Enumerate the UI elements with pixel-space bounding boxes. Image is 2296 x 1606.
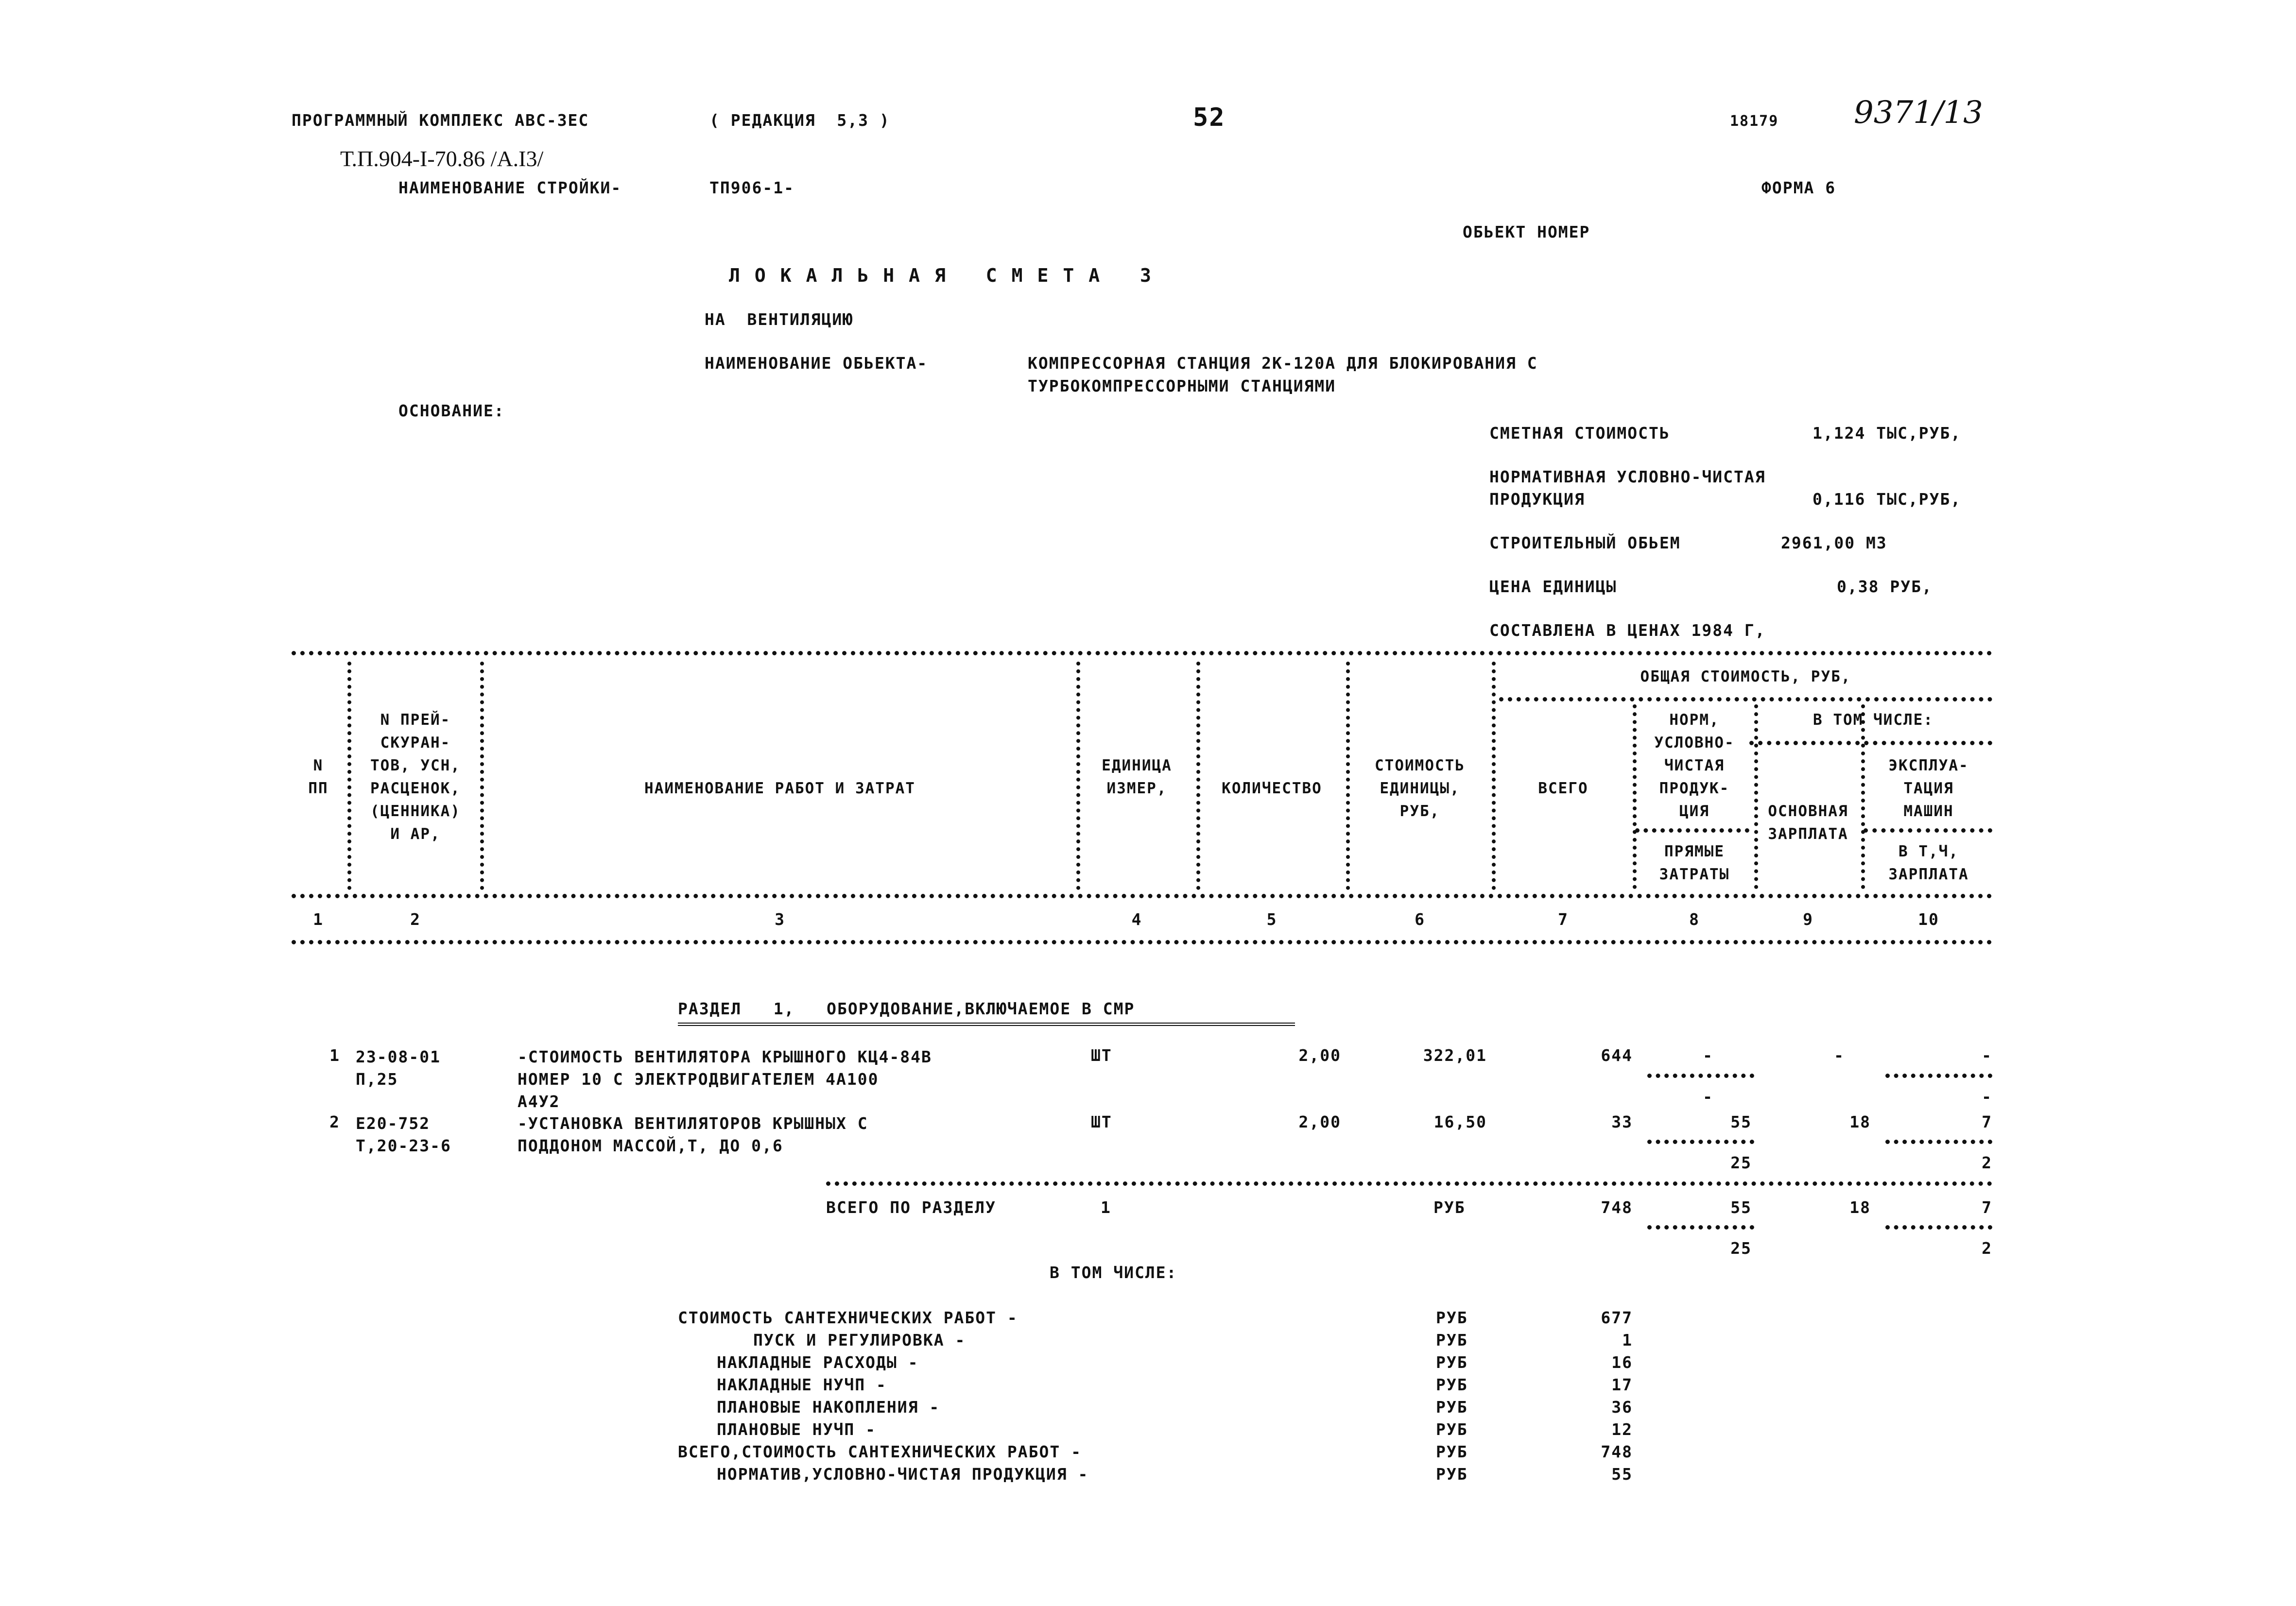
- header-col3: НАИМЕНОВАНИЕ РАБОТ И ЗАТРАТ: [644, 780, 915, 797]
- column-numbers-rule: [292, 940, 1992, 944]
- incl-group-rule: [1749, 741, 1992, 745]
- breakdown-value: 677: [1601, 1308, 1633, 1327]
- row2-salary: 18: [1849, 1112, 1871, 1131]
- col10-divider: [1864, 828, 1992, 833]
- section-total-label: ВСЕГО ПО РАЗДЕЛУ: [826, 1198, 996, 1217]
- row1-machine-salary: -: [1982, 1087, 1992, 1106]
- row1-unit: ШТ: [1091, 1046, 1112, 1065]
- normative-label-line1: НОРМАТИВНАЯ УСЛОВНО-ЧИСТАЯ: [1489, 467, 1766, 486]
- section-total-unit: РУБ: [1433, 1198, 1466, 1217]
- header-total-cost-group: ОБЩАЯ СТОИМОСТЬ, РУБ,: [1640, 668, 1851, 685]
- header-col10-top: ЭКСПЛУА- ТАЦИЯ МАШИН: [1888, 757, 1969, 820]
- breakdown-label: ПУСК И РЕГУЛИРОВКА -: [753, 1331, 966, 1350]
- breakdown-unit: РУБ: [1436, 1375, 1468, 1394]
- section-total-col8-rule: [1647, 1225, 1754, 1230]
- breakdown-unit: РУБ: [1436, 1331, 1468, 1350]
- row1-qty: 2,00: [1298, 1046, 1341, 1065]
- breakdown-value: 55: [1611, 1465, 1633, 1484]
- section-title: РАЗДЕЛ 1, ОБОРУДОВАНИЕ,ВКЛЮЧАЕМОЕ В СМР: [678, 999, 1135, 1018]
- unit-price-value: 0,38 РУБ,: [1837, 577, 1933, 596]
- section-total-rule: [826, 1181, 1992, 1186]
- breakdown-unit: РУБ: [1436, 1308, 1468, 1327]
- breakdown-value: 16: [1611, 1353, 1633, 1372]
- section-total-machine-salary: 2: [1982, 1239, 1992, 1258]
- breakdown-value: 17: [1611, 1375, 1633, 1394]
- section-total-norm: 55: [1730, 1198, 1752, 1217]
- header-col2: N ПРЕЙ- СКУРАН- ТОВ, УСН, РАСЦЕНОК, (ЦЕННИКА) И АР,: [370, 711, 461, 843]
- col-sep-8: [1754, 704, 1758, 889]
- column-number: 1: [313, 910, 324, 929]
- column-number: 7: [1558, 910, 1569, 929]
- row1-col10-rule: [1885, 1074, 1992, 1078]
- col-sep-5: [1346, 662, 1350, 890]
- section-title-underline: [678, 1023, 1295, 1026]
- row2-code: Е20-752 Т,20-23-6: [356, 1114, 451, 1155]
- doc-code: 18179: [1730, 113, 1779, 130]
- construction-label: НАИМЕНОВАНИЕ СТРОЙКИ-: [398, 178, 622, 197]
- row2-qty: 2,00: [1298, 1112, 1341, 1131]
- col-sep-1: [347, 662, 351, 890]
- breakdown-unit: РУБ: [1436, 1465, 1468, 1484]
- doc-ref: Т.П.904-I-70.86 /А.I3/: [340, 146, 544, 171]
- row2-machine-salary: 2: [1982, 1153, 1992, 1172]
- section-total-salary: 18: [1849, 1198, 1871, 1217]
- header-col6: СТОИМОСТЬ ЕДИНИЦЫ, РУБ,: [1375, 757, 1465, 820]
- table-top-rule: [292, 651, 1992, 655]
- normative-value: 0,116 ТЫС,РУБ,: [1813, 490, 1962, 509]
- row1-col8-rule: [1647, 1074, 1754, 1078]
- breakdown-label: НАКЛАДНЫЕ НУЧП -: [717, 1375, 887, 1394]
- column-number: 2: [410, 910, 421, 929]
- row2-name: -УСТАНОВКА ВЕНТИЛЯТОРОВ КРЫШНЫХ С ПОДДОНОМ МАССОЙ,Т, ДО 0,6: [518, 1114, 868, 1155]
- total-cost-group-rule: [1499, 697, 1992, 701]
- volume-label: СТРОИТЕЛЬНЫЙ ОБЬЕМ: [1489, 533, 1681, 552]
- estimate-subject: НА ВЕНТИЛЯЦИЮ: [705, 310, 854, 329]
- page-number: 52: [1193, 103, 1226, 132]
- col8-divider: [1635, 828, 1749, 833]
- header-bottom-rule: [292, 894, 1992, 898]
- breakdown-value: 748: [1601, 1442, 1633, 1461]
- column-number: 3: [775, 910, 785, 929]
- col-sep-6: [1492, 662, 1496, 890]
- column-number: 10: [1918, 910, 1939, 929]
- handwritten-number: 9371/13: [1854, 95, 1983, 131]
- cost-label: СМЕТНАЯ СТОИМОСТЬ: [1489, 424, 1670, 443]
- row1-salary: -: [1834, 1046, 1845, 1065]
- row2-col8-rule: [1647, 1140, 1754, 1144]
- header-col8-top: НОРМ, УСЛОВНО- ЧИСТАЯ ПРОДУК- ЦИЯ: [1654, 711, 1735, 820]
- header-col1: N ПП: [308, 757, 328, 797]
- row2-col10-rule: [1885, 1140, 1992, 1144]
- object-number: ОБЬЕКТ НОМЕР: [1463, 222, 1590, 241]
- estimate-title: ЛОКАЛЬНАЯ СМЕТА 3: [729, 265, 1166, 286]
- basis-label: ОСНОВАНИЕ:: [398, 401, 505, 420]
- column-number: 8: [1689, 910, 1700, 929]
- breakdown-unit: РУБ: [1436, 1353, 1468, 1372]
- breakdown-unit: РУБ: [1436, 1442, 1468, 1461]
- section-total-number: 1: [1101, 1198, 1111, 1217]
- program-complex: ПРОГРАММНЫЙ КОМПЛЕКС АВС-ЗЕС: [292, 111, 589, 130]
- breakdown-label: ПЛАНОВЫЕ НУЧП -: [717, 1420, 877, 1439]
- prices-basis: СОСТАВЛЕНА В ЦЕНАХ 1984 Г,: [1489, 621, 1766, 640]
- breakdown-label: НАКЛАДНЫЕ РАСХОДЫ -: [717, 1353, 919, 1372]
- object-name-line2: ТУРБОКОМПРЕССОРНЫМИ СТАНЦИЯМИ: [1028, 376, 1336, 395]
- row2-norm: 55: [1730, 1112, 1752, 1131]
- object-name-line1: КОМПРЕССОРНАЯ СТАНЦИЯ 2К-120А ДЛЯ БЛОКИРОВАНИЯ С: [1028, 354, 1538, 373]
- header-col4: ЕДИНИЦА ИЗМЕР,: [1102, 757, 1172, 797]
- row1-code: 23-08-01 П,25: [356, 1047, 441, 1089]
- row2-price: 16,50: [1433, 1112, 1487, 1131]
- row1-norm: -: [1703, 1046, 1713, 1065]
- row2-unit: ШТ: [1091, 1112, 1112, 1131]
- row2-number: 2: [329, 1112, 340, 1131]
- header-col9: ОСНОВНАЯ ЗАРПЛАТА: [1768, 803, 1848, 843]
- section-total-direct-costs: 25: [1730, 1239, 1752, 1258]
- form-label: ФОРМА 6: [1761, 178, 1836, 197]
- breakdown-label: ПЛАНОВЫЕ НАКОПЛЕНИЯ -: [717, 1398, 940, 1417]
- construction-value: ТП906-1-: [709, 178, 794, 197]
- header-col5: КОЛИЧЕСТВО: [1222, 780, 1322, 797]
- normative-label-line2: ПРОДУКЦИЯ: [1489, 490, 1585, 509]
- row2-total: 33: [1611, 1112, 1633, 1131]
- section-total-machines: 7: [1982, 1198, 1992, 1217]
- cost-value: 1,124 ТЫС,РУБ,: [1813, 424, 1962, 443]
- section-total-value: 748: [1601, 1198, 1633, 1217]
- breakdown-label: СТОИМОСТЬ САНТЕХНИЧЕСКИХ РАБОТ -: [678, 1308, 1018, 1327]
- object-label: НАИМЕНОВАНИЕ ОБЬЕКТА-: [705, 354, 928, 373]
- col-sep-7: [1633, 704, 1637, 889]
- breakdown-value: 1: [1622, 1331, 1633, 1350]
- col-sep-2: [480, 662, 484, 890]
- header-incl-group: В ТОМ ЧИСЛЕ:: [1813, 711, 1933, 729]
- row2-machines: 7: [1982, 1112, 1992, 1131]
- header-col8-bottom: ПРЯМЫЕ ЗАТРАТЫ: [1659, 843, 1730, 883]
- volume-value: 2961,00 М3: [1781, 533, 1887, 552]
- breakdown-unit: РУБ: [1436, 1420, 1468, 1439]
- row1-total: 644: [1601, 1046, 1633, 1065]
- row1-name: -СТОИМОСТЬ ВЕНТИЛЯТОРА КРЫШНОГО КЦ4-84В НОМЕР 10 С ЭЛЕКТРОДВИГАТЕЛЕМ 4А100 А4У2: [518, 1047, 932, 1111]
- breakdown-label: ВСЕГО,СТОИМОСТЬ САНТЕХНИЧЕСКИХ РАБОТ -: [678, 1442, 1082, 1461]
- breakdown-title: В ТОМ ЧИСЛЕ:: [1050, 1263, 1177, 1282]
- row1-price: 322,01: [1423, 1046, 1487, 1065]
- header-col10-bottom: В Т,Ч, ЗАРПЛАТА: [1888, 843, 1969, 883]
- breakdown-value: 12: [1611, 1420, 1633, 1439]
- edition: ( РЕДАКЦИЯ 5,3 ): [709, 111, 890, 130]
- column-number: 5: [1266, 910, 1277, 929]
- row1-number: 1: [329, 1046, 340, 1065]
- row2-direct-costs: 25: [1730, 1153, 1752, 1172]
- column-number: 6: [1415, 910, 1425, 929]
- col-sep-4: [1196, 662, 1200, 890]
- section-total-col10-rule: [1885, 1225, 1992, 1230]
- header-col7: ВСЕГО: [1538, 780, 1588, 797]
- unit-price-label: ЦЕНА ЕДИНИЦЫ: [1489, 577, 1617, 596]
- breakdown-label: НОРМАТИВ,УСЛОВНО-ЧИСТАЯ ПРОДУКЦИЯ -: [717, 1465, 1089, 1484]
- row1-machines: -: [1982, 1046, 1992, 1065]
- column-number: 4: [1131, 910, 1142, 929]
- column-number: 9: [1803, 910, 1813, 929]
- col-sep-9: [1861, 704, 1865, 889]
- breakdown-unit: РУБ: [1436, 1398, 1468, 1417]
- breakdown-value: 36: [1611, 1398, 1633, 1417]
- row1-direct-costs: -: [1703, 1087, 1713, 1106]
